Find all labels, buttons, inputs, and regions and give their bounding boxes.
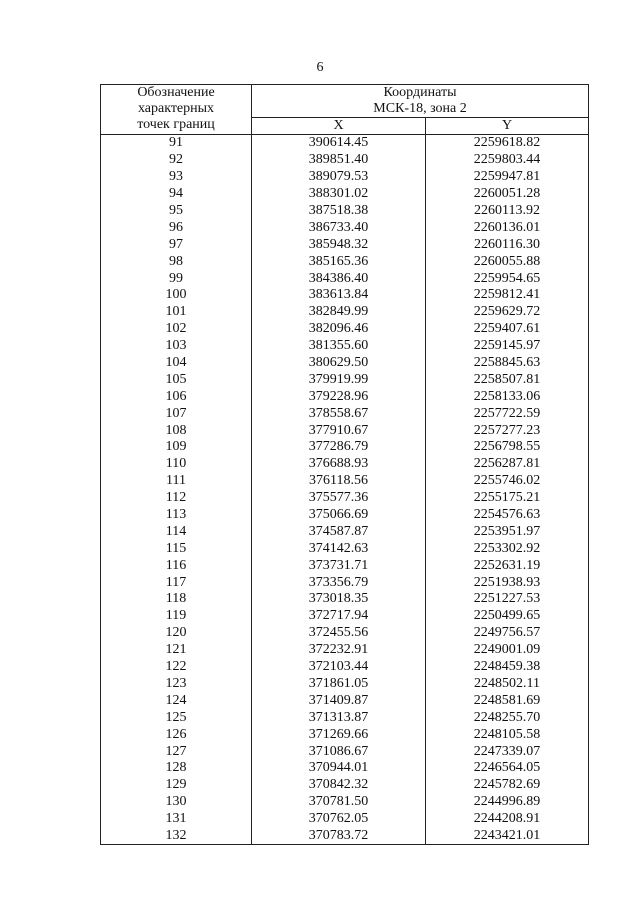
table-row: [101, 490, 589, 507]
table-row: [101, 608, 589, 625]
x-column-header: X: [252, 118, 426, 135]
y-coordinate-cell: 2256287.81: [426, 456, 589, 473]
y-coordinate-cell: 2259803.44: [426, 152, 589, 169]
table-row: [101, 574, 589, 591]
table-row: [101, 355, 589, 372]
point-name-cell: 102: [101, 321, 252, 338]
x-coordinate-cell: 372455.56: [252, 625, 426, 642]
x-coordinate-cell: 379919.99: [252, 371, 426, 388]
point-name-cell: 113: [101, 507, 252, 524]
point-name-cell: 107: [101, 405, 252, 422]
point-name-header-line: характерных: [137, 101, 215, 116]
coordinates-table: [100, 84, 589, 845]
y-coordinate-cell: 2260055.88: [426, 253, 589, 270]
x-coordinate-cell: 370783.72: [252, 828, 426, 845]
y-coordinate-cell: 2252631.19: [426, 557, 589, 574]
y-coordinate-cell: 2259407.61: [426, 321, 589, 338]
y-coordinate-cell: 2244996.89: [426, 794, 589, 811]
point-name-cell: 119: [101, 608, 252, 625]
coordinates-title: Координаты: [383, 85, 457, 100]
table-row: [101, 760, 589, 777]
table-row: [101, 777, 589, 794]
x-coordinate-cell: 382849.99: [252, 304, 426, 321]
x-coordinate-cell: 376118.56: [252, 473, 426, 490]
point-name-cell: 122: [101, 659, 252, 676]
x-coordinate-cell: 370944.01: [252, 760, 426, 777]
point-name-cell: 110: [101, 456, 252, 473]
point-name-cell: 109: [101, 439, 252, 456]
table-row: [101, 828, 589, 845]
table-row: [101, 811, 589, 828]
y-coordinate-cell: 2248255.70: [426, 709, 589, 726]
table-row: [101, 743, 589, 760]
table-row: [101, 625, 589, 642]
y-coordinate-cell: 2253302.92: [426, 540, 589, 557]
y-coordinate-cell: 2248502.11: [426, 676, 589, 693]
point-name-cell: 131: [101, 811, 252, 828]
x-coordinate-cell: 382096.46: [252, 321, 426, 338]
y-coordinate-cell: 2259947.81: [426, 169, 589, 186]
point-name-cell: 117: [101, 574, 252, 591]
table-row: [101, 642, 589, 659]
table-row: [101, 405, 589, 422]
x-coordinate-cell: 380629.50: [252, 355, 426, 372]
point-name-cell: 95: [101, 203, 252, 220]
y-coordinate-cell: 2258845.63: [426, 355, 589, 372]
table-row: [101, 456, 589, 473]
y-coordinate-cell: 2255746.02: [426, 473, 589, 490]
table-row: [101, 523, 589, 540]
table-row: [101, 135, 589, 152]
point-name-header-line: Обозначение: [137, 85, 215, 100]
y-coordinate-cell: 2257722.59: [426, 405, 589, 422]
point-name-cell: 114: [101, 523, 252, 540]
table-row: [101, 219, 589, 236]
y-coordinate-cell: 2259618.82: [426, 135, 589, 152]
point-name-header: [101, 85, 252, 135]
x-coordinate-cell: 375577.36: [252, 490, 426, 507]
x-coordinate-cell: 375066.69: [252, 507, 426, 524]
y-coordinate-cell: 2248581.69: [426, 692, 589, 709]
x-coordinate-cell: 378558.67: [252, 405, 426, 422]
table-row: [101, 439, 589, 456]
table-row: [101, 726, 589, 743]
y-coordinate-cell: 2248459.38: [426, 659, 589, 676]
y-coordinate-cell: 2260136.01: [426, 219, 589, 236]
x-coordinate-cell: 370781.50: [252, 794, 426, 811]
y-coordinate-cell: 2260051.28: [426, 186, 589, 203]
point-name-cell: 112: [101, 490, 252, 507]
point-name-header-line: точек границ: [137, 117, 215, 132]
y-coordinate-cell: 2248105.58: [426, 726, 589, 743]
table-row: [101, 659, 589, 676]
point-name-cell: 127: [101, 743, 252, 760]
y-coordinate-cell: 2258133.06: [426, 388, 589, 405]
point-name-cell: 116: [101, 557, 252, 574]
point-name-cell: 129: [101, 777, 252, 794]
y-coordinate-cell: 2253951.97: [426, 523, 589, 540]
coordinate-system: МСК-18, зона 2: [373, 101, 467, 116]
x-coordinate-cell: 372717.94: [252, 608, 426, 625]
point-name-cell: 123: [101, 676, 252, 693]
table-row: [101, 676, 589, 693]
y-coordinate-cell: 2251938.93: [426, 574, 589, 591]
y-coordinate-cell: 2259954.65: [426, 270, 589, 287]
point-name-cell: 104: [101, 355, 252, 372]
point-name-cell: 92: [101, 152, 252, 169]
y-column-header: Y: [426, 118, 589, 135]
y-coordinate-cell: 2255175.21: [426, 490, 589, 507]
table-row: [101, 203, 589, 220]
point-name-cell: 100: [101, 287, 252, 304]
point-name-cell: 108: [101, 422, 252, 439]
y-coordinate-cell: 2245782.69: [426, 777, 589, 794]
point-name-cell: 93: [101, 169, 252, 186]
table-row: [101, 388, 589, 405]
table-row: [101, 422, 589, 439]
y-coordinate-cell: 2260113.92: [426, 203, 589, 220]
y-coordinate-cell: 2250499.65: [426, 608, 589, 625]
x-coordinate-cell: 384386.40: [252, 270, 426, 287]
x-coordinate-cell: 373356.79: [252, 574, 426, 591]
x-coordinate-cell: 389079.53: [252, 169, 426, 186]
point-name-cell: 99: [101, 270, 252, 287]
point-name-cell: 130: [101, 794, 252, 811]
x-coordinate-cell: 388301.02: [252, 186, 426, 203]
y-coordinate-cell: 2258507.81: [426, 371, 589, 388]
x-coordinate-cell: 372103.44: [252, 659, 426, 676]
table-body: [101, 135, 589, 845]
x-coordinate-cell: 381355.60: [252, 338, 426, 355]
x-coordinate-cell: 387518.38: [252, 203, 426, 220]
table-row: [101, 169, 589, 186]
x-coordinate-cell: 389851.40: [252, 152, 426, 169]
point-name-cell: 96: [101, 219, 252, 236]
point-name-cell: 98: [101, 253, 252, 270]
point-name-cell: 121: [101, 642, 252, 659]
y-coordinate-cell: 2257277.23: [426, 422, 589, 439]
y-coordinate-cell: 2259629.72: [426, 304, 589, 321]
table-row: [101, 557, 589, 574]
point-name-cell: 125: [101, 709, 252, 726]
y-coordinate-cell: 2256798.55: [426, 439, 589, 456]
page-number: 6: [316, 60, 324, 75]
x-coordinate-cell: 373018.35: [252, 591, 426, 608]
y-coordinate-cell: 2246564.05: [426, 760, 589, 777]
table-row: [101, 591, 589, 608]
y-coordinate-cell: 2259812.41: [426, 287, 589, 304]
table-header: [101, 85, 589, 135]
table-row: [101, 253, 589, 270]
table-row: [101, 287, 589, 304]
x-coordinate-cell: 370762.05: [252, 811, 426, 828]
x-coordinate-cell: 376688.93: [252, 456, 426, 473]
point-name-cell: 91: [101, 135, 252, 152]
table-row: [101, 321, 589, 338]
table-row: [101, 338, 589, 355]
x-coordinate-cell: 370842.32: [252, 777, 426, 794]
y-coordinate-cell: 2249001.09: [426, 642, 589, 659]
x-coordinate-cell: 379228.96: [252, 388, 426, 405]
y-coordinate-cell: 2251227.53: [426, 591, 589, 608]
x-coordinate-cell: 377286.79: [252, 439, 426, 456]
table-row: [101, 152, 589, 169]
x-coordinate-cell: 377910.67: [252, 422, 426, 439]
point-name-cell: 124: [101, 692, 252, 709]
table-row: [101, 692, 589, 709]
y-coordinate-cell: 2243421.01: [426, 828, 589, 845]
x-coordinate-cell: 374587.87: [252, 523, 426, 540]
x-coordinate-cell: 374142.63: [252, 540, 426, 557]
table-row: [101, 709, 589, 726]
table-row: [101, 371, 589, 388]
x-coordinate-cell: 386733.40: [252, 219, 426, 236]
table-row: [101, 540, 589, 557]
y-coordinate-cell: 2247339.07: [426, 743, 589, 760]
table-row: [101, 304, 589, 321]
x-coordinate-cell: 385948.32: [252, 236, 426, 253]
y-coordinate-cell: 2249756.57: [426, 625, 589, 642]
point-name-cell: 105: [101, 371, 252, 388]
y-coordinate-cell: 2254576.63: [426, 507, 589, 524]
point-name-cell: 118: [101, 591, 252, 608]
x-coordinate-cell: 371269.66: [252, 726, 426, 743]
point-name-cell: 132: [101, 828, 252, 845]
coordinates-header: [252, 85, 589, 118]
y-coordinate-cell: 2244208.91: [426, 811, 589, 828]
x-coordinate-cell: 383613.84: [252, 287, 426, 304]
point-name-cell: 101: [101, 304, 252, 321]
x-coordinate-cell: 372232.91: [252, 642, 426, 659]
y-coordinate-cell: 2260116.30: [426, 236, 589, 253]
x-coordinate-cell: 373731.71: [252, 557, 426, 574]
point-name-cell: 97: [101, 236, 252, 253]
table-row: [101, 507, 589, 524]
point-name-cell: 94: [101, 186, 252, 203]
y-coordinate-cell: 2259145.97: [426, 338, 589, 355]
x-coordinate-cell: 371409.87: [252, 692, 426, 709]
table-row: [101, 186, 589, 203]
table-row: [101, 270, 589, 287]
x-coordinate-cell: 371861.05: [252, 676, 426, 693]
point-name-cell: 115: [101, 540, 252, 557]
point-name-cell: 128: [101, 760, 252, 777]
point-name-cell: 106: [101, 388, 252, 405]
point-name-cell: 126: [101, 726, 252, 743]
point-name-cell: 103: [101, 338, 252, 355]
table-row: [101, 794, 589, 811]
x-coordinate-cell: 385165.36: [252, 253, 426, 270]
x-coordinate-cell: 390614.45: [252, 135, 426, 152]
x-coordinate-cell: 371313.87: [252, 709, 426, 726]
table-row: [101, 473, 589, 490]
x-coordinate-cell: 371086.67: [252, 743, 426, 760]
point-name-cell: 111: [101, 473, 252, 490]
table-row: [101, 236, 589, 253]
point-name-cell: 120: [101, 625, 252, 642]
